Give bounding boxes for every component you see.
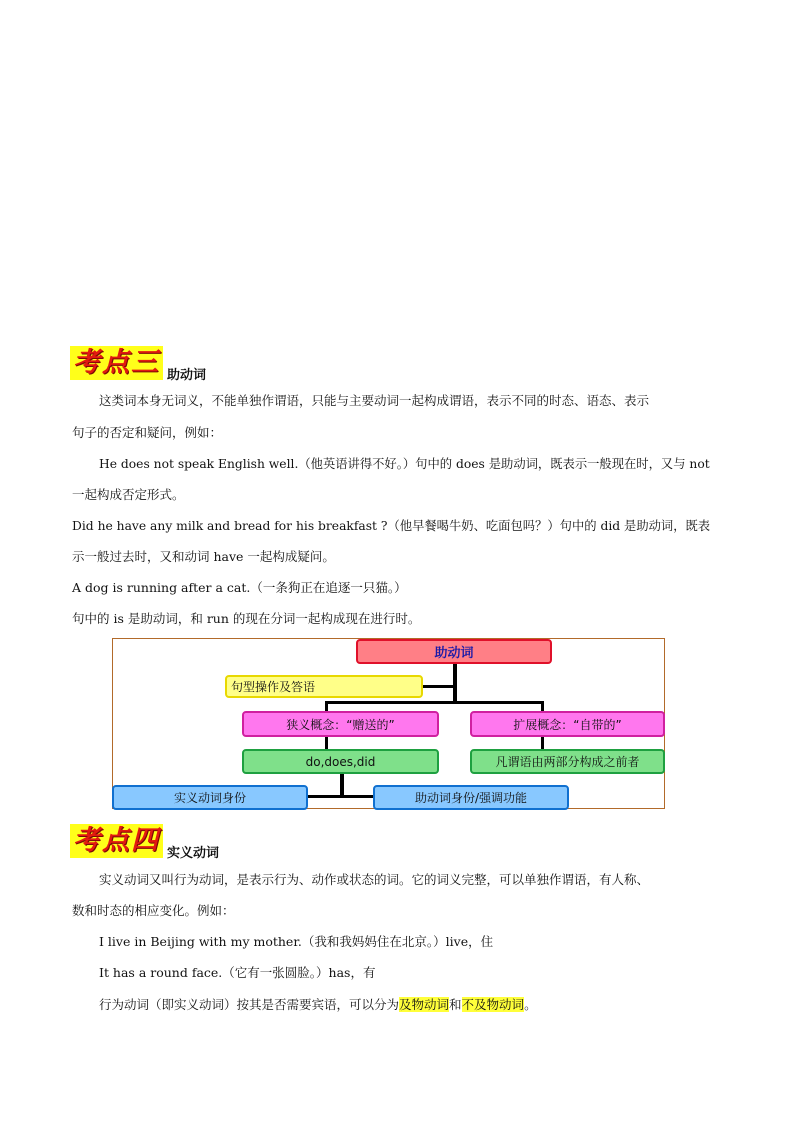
connector: [308, 795, 373, 798]
section-badge-3: 考点三: [70, 346, 163, 380]
auxiliary-identity-node: 助动词身份/强调功能: [373, 785, 569, 810]
real-verb-identity-node: 实义动词身份: [112, 785, 308, 810]
paragraph-line: 实义动词又叫行为动词，是表示行为、动作或状态的词。它的词义完整，可以单独作谓语，有人称、: [99, 872, 650, 887]
sentence-operation-node: 句型操作及答语: [225, 675, 423, 698]
paragraph-line: 这类词本身无词义，不能单独作谓语，只能与主要动词一起构成谓语，表示不同的时态、语态、表示: [99, 393, 650, 408]
example-line: Did he have any milk and bread for his breakfast ?（他早餐喝牛奶、吃面包吗？）句中的 did 是助动词，既表: [72, 519, 711, 533]
connector: [453, 664, 457, 704]
example-line: 示一般过去时，又和动词 have 一起构成疑问。: [72, 549, 335, 564]
highlight-intransitive: 不及物动词: [461, 997, 525, 1012]
connector: [541, 737, 544, 749]
example-line: 句中的 is 是助动词，和 run 的现在分词一起构成现在进行时。: [72, 611, 421, 626]
text-segment: 和: [449, 997, 462, 1012]
section-badge-4: 考点四: [70, 824, 163, 858]
connector: [325, 737, 328, 749]
text-segment: 。: [524, 997, 537, 1012]
auxiliary-verb-diagram: [112, 638, 665, 809]
verb-forms-node: do,does,did: [242, 749, 439, 774]
section-title-3: 助动词: [167, 368, 207, 383]
root-node: 助动词: [356, 639, 552, 664]
example-line: I live in Beijing with my mother.（我和我妈妈住在北京。）live，住: [99, 934, 494, 949]
highlight-transitive: 及物动词: [399, 997, 450, 1012]
connector: [423, 685, 457, 688]
section-title-4: 实义动词: [167, 846, 220, 861]
broad-concept-node: 扩展概念：“自带的”: [470, 711, 665, 737]
example-line: A dog is running after a cat.（一条狗正在追逐一只猫。）: [72, 580, 407, 595]
connector: [325, 701, 543, 704]
example-line: It has a round face.（它有一张圆脸。）has，有: [99, 965, 376, 980]
paragraph-line: 数和时态的相应变化。例如：: [72, 903, 235, 918]
paragraph-line: [99, 996, 537, 1014]
narrow-concept-node: 狭义概念：“赠送的”: [242, 711, 439, 737]
example-line: 一起构成否定形式。: [72, 487, 185, 502]
text-segment: 行为动词（即实义动词）按其是否需要宾语，可以分为: [99, 997, 400, 1012]
broad-description-node: 凡谓语由两部分构成之前者: [470, 749, 665, 774]
paragraph-line: 句子的否定和疑问，例如：: [72, 425, 223, 440]
example-line: He does not speak English well.（他英语讲得不好。）句中的 does 是助动词，既表示一般现在时，又与 not: [99, 457, 710, 471]
